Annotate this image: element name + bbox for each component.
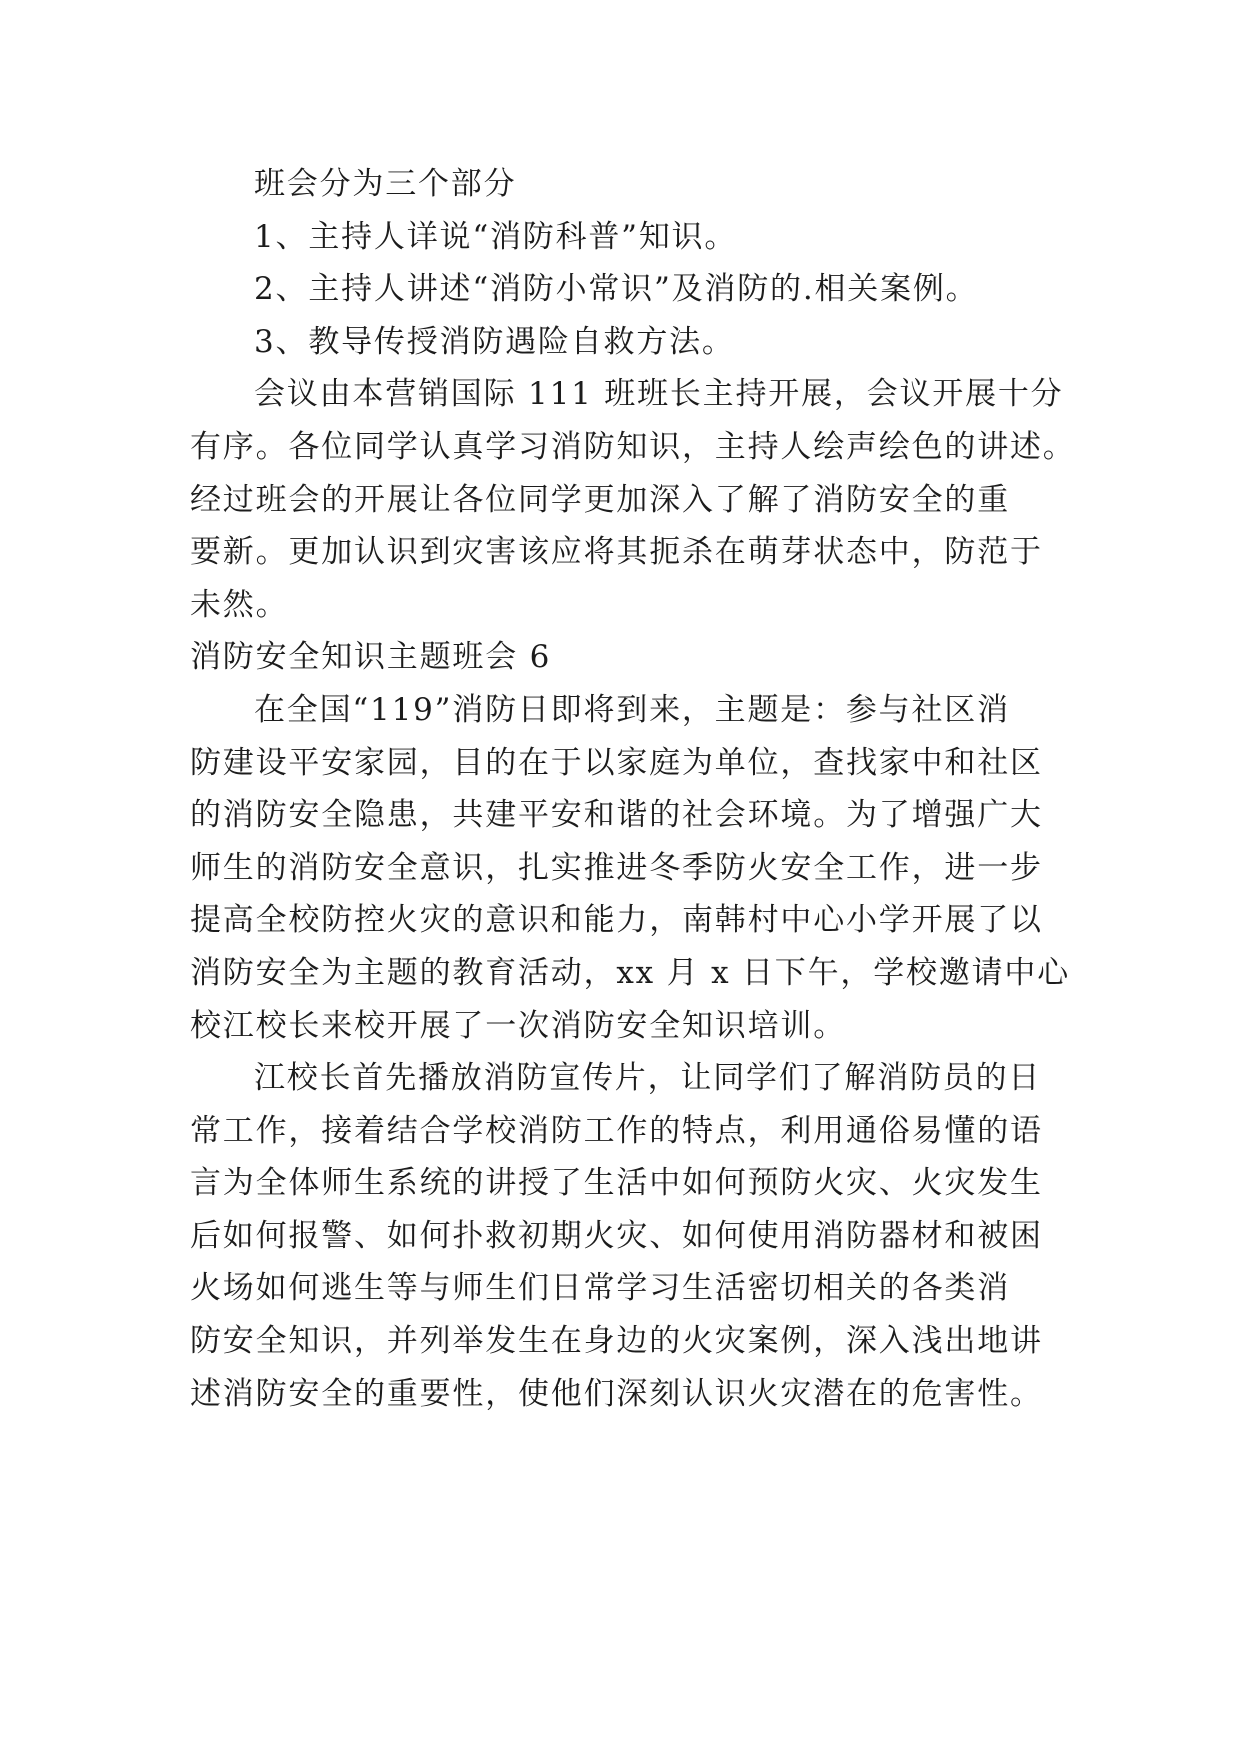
text-line: 在全国“119”消防日即将到来，主题是：参与社区消: [254, 691, 1010, 728]
section-heading: 消防安全知识主题班会 6: [190, 639, 552, 676]
text-line: 江校长首先播放消防宣传片，让同学们了解消防员的日: [254, 1060, 1042, 1097]
text-line: 言为全体师生系统的讲授了生活中如何预防火灾、火灾发生: [190, 1165, 1043, 1202]
text-line: 常工作，接着结合学校消防工作的特点，利用通俗易懂的语: [190, 1112, 1043, 1149]
text-line: 班会分为三个部分: [254, 166, 517, 202]
text-line: 提高全校防控火灾的意识和能力，南韩村中心小学开展了以: [190, 902, 1043, 939]
text-line: 防安全知识，并列举发生在身边的火灾案例，深入浅出地讲: [190, 1323, 1043, 1360]
text-line: 1、主持人详说“消防科普”知识。: [254, 218, 738, 255]
text-line: 述消防安全的重要性，使他们深刻认识火灾潜在的危害性。: [190, 1375, 1043, 1412]
text-line: 消防安全为主题的教育活动，xx 月 x 日下午，学校邀请中心: [190, 954, 1071, 991]
text-line: 会议由本营销国际 111 班班长主持开展，会议开展十分: [254, 376, 1064, 413]
text-line: 经过班会的开展让各位同学更加深入了解了消防安全的重: [190, 481, 1010, 518]
text-line: 未然。: [190, 586, 289, 623]
text-line: 师生的消防安全意识，扎实推进冬季防火安全工作，进一步: [190, 849, 1043, 886]
text-line: 有序。各位同学认真学习消防知识，主持人绘声绘色的讲述。: [190, 428, 1076, 465]
text-line: 火场如何逃生等与师生们日常学习生活密切相关的各类消: [190, 1270, 1010, 1307]
text-line: 后如何报警、如何扑救初期火灾、如何使用消防器材和被困: [190, 1217, 1043, 1254]
text-line: 校江校长来校开展了一次消防安全知识培训。: [190, 1007, 846, 1044]
text-line: 防建设平安家园，目的在于以家庭为单位，查找家中和社区: [190, 744, 1043, 781]
text-line: 3、教导传授消防遇险自救方法。: [254, 323, 735, 360]
text-line: 要新。更加认识到灾害该应将其扼杀在萌芽状态中，防范于: [190, 534, 1043, 571]
document-body: [190, 158, 1076, 1420]
text-line: 2、主持人讲述“消防小常识”及消防的.相关案例。: [254, 271, 979, 308]
text-line: 的消防安全隐患，共建平安和谐的社会环境。为了增强广大: [190, 797, 1043, 834]
